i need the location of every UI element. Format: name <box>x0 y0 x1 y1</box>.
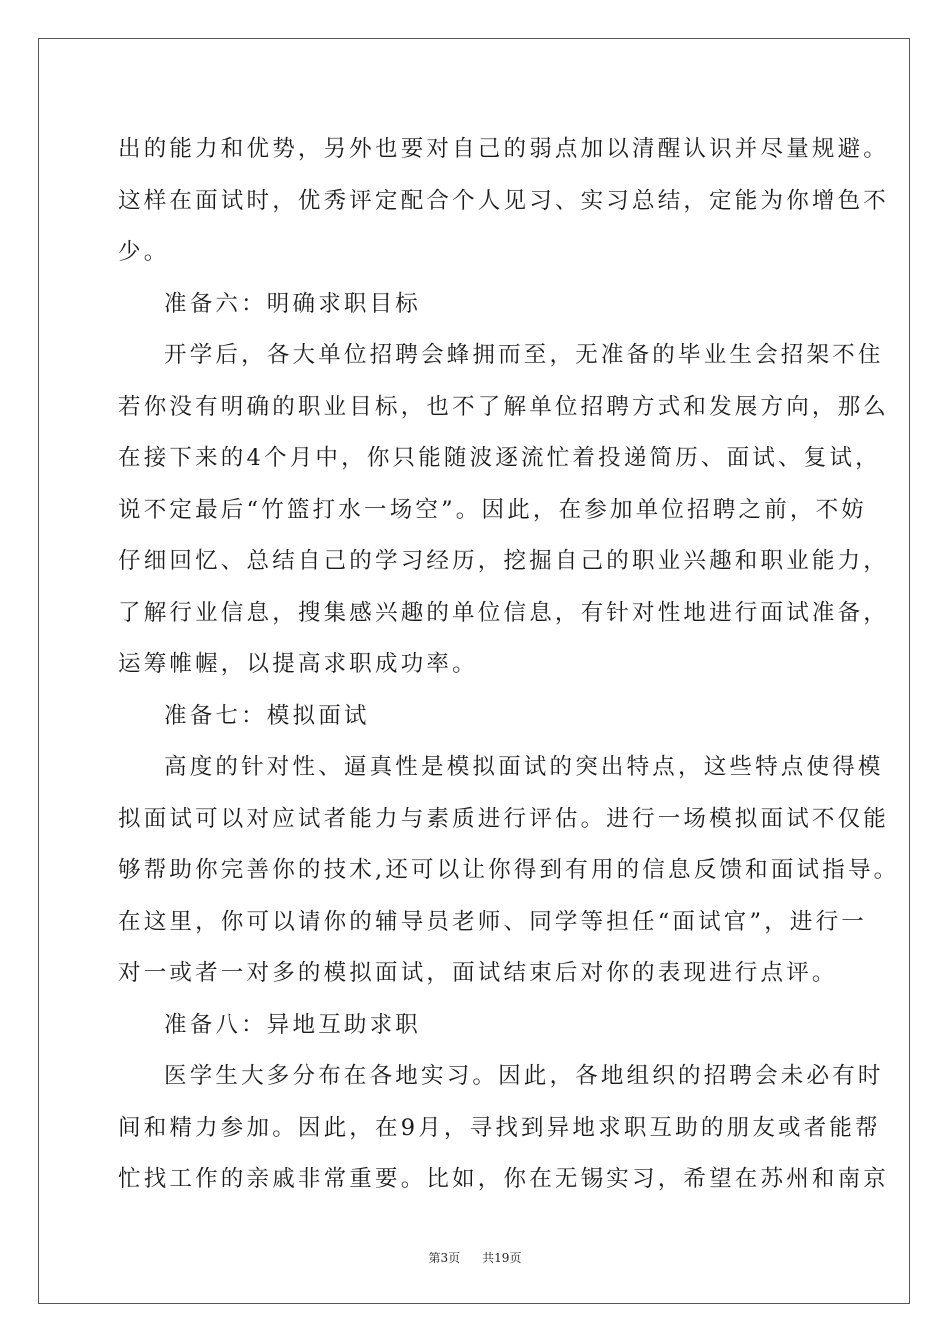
section-heading-7: 准备七：模拟面试 <box>164 702 370 729</box>
text-line-2: 这样在面试时，优秀评定配合个人见习、实习总结，定能为你增色不 <box>118 187 890 214</box>
text-line-14: 拟面试可以对应试者能力与素质进行评估。进行一场模拟面试不仅能 <box>118 805 890 832</box>
text-line-10: 了解行业信息，搜集感兴趣的单位信息，有针对性地进行面试准备， <box>118 599 890 626</box>
page-number: 第3页 <box>428 1251 461 1265</box>
text-line-15: 够帮助你完善你的技术,还可以让你得到有用的信息反馈和面试指导。 <box>118 857 900 883</box>
text-line-3: 少。 <box>118 239 170 265</box>
text-line-16: 在这里，你可以请你的辅导员老师、同学等担任“面试官”，进行一 <box>118 908 868 935</box>
text-line-19: 医学生大多分布在各地实习。因此，各地组织的招聘会未必有时 <box>164 1063 884 1089</box>
text-line-6: 若你没有明确的职业目标，也不了解单位招聘方式和发展方向，那么 <box>118 393 890 420</box>
page-total: 共19页 <box>482 1251 522 1265</box>
document-body <box>118 124 900 1206</box>
page-footer <box>0 1250 950 1266</box>
text-line-20: 间和精力参加。因此，在9月，寻找到异地求职互助的朋友或者能帮 <box>118 1114 881 1141</box>
text-line-1: 出的能力和优势，另外也要对自己的弱点加以清醒认识并尽量规避。 <box>118 136 890 162</box>
text-line-7: 在接下来的4个月中，你只能随波逐流忙着投递简历、面试、复试， <box>118 445 881 471</box>
text-line-8: 说不定最后“竹篮打水一场空”。因此，在参加单位招聘之前，不妨 <box>118 496 868 523</box>
section-heading-8: 准备八：异地互助求职 <box>164 1011 422 1038</box>
section-heading-6: 准备六：明确求职目标 <box>164 290 422 317</box>
text-line-13: 高度的针对性、逼真性是模拟面试的突出特点，这些特点使得模 <box>164 754 884 780</box>
text-line-21: 忙找工作的亲戚非常重要。比如，你在无锡实习，希望在苏州和南京 <box>118 1166 890 1192</box>
text-line-9: 仔细回忆、总结自己的学习经历，挖掘自己的职业兴趣和职业能力， <box>118 548 890 574</box>
text-line-5: 开学后，各大单位招聘会蜂拥而至，无准备的毕业生会招架不住 <box>164 342 884 368</box>
text-line-17: 对一或者一对多的模拟面试，面试结束后对你的表现进行点评。 <box>118 960 838 986</box>
text-line-11: 运筹帷幄，以提高求职成功率。 <box>118 651 478 677</box>
